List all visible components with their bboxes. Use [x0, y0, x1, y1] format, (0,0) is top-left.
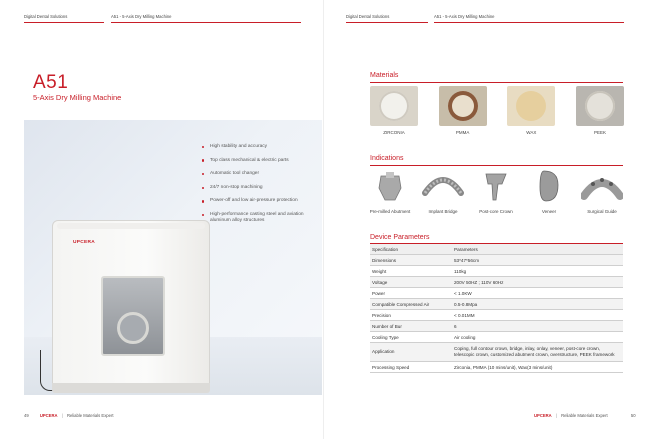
header-divider	[346, 22, 428, 23]
header-section-label: Digital Dental Solutions	[346, 14, 390, 19]
feature-item: 24/7 non-stop machining	[202, 185, 320, 191]
peek-disc-image	[576, 86, 624, 126]
material-card	[439, 86, 487, 135]
table-row	[370, 299, 623, 310]
indication-label: Post-core Crown	[479, 209, 513, 214]
materials-heading: Materials	[370, 72, 399, 79]
zirconia-disc-image	[370, 86, 418, 126]
material-disc	[585, 91, 615, 121]
header-product-label: A51 - 5-Axis Dry Milling Machine	[111, 14, 172, 19]
header-section-label: Digital Dental Solutions	[24, 14, 68, 19]
implant-bridge-image	[417, 168, 469, 204]
table-cell: Compatible Compressed Air	[370, 299, 452, 310]
product-hero-image	[24, 120, 322, 395]
table-cell: Coping, full contour crown, bridge, inlay, onlay, veneer, post-core crown, telescopic crown, customized abutment crown, overstructure, PEEK framework	[452, 343, 623, 362]
feature-item: Power-off and low air-pressure protection	[202, 198, 320, 204]
header-divider	[111, 22, 301, 23]
table-cell: Zirconia, PMMA (10 mins/unit), Wax(3 mins/unit)	[452, 362, 623, 373]
wax-disc-image	[507, 86, 555, 126]
feature-item: High stability and accuracy	[202, 144, 320, 150]
table-cell: Specification	[370, 244, 452, 255]
footer-tagline: Reliable Materials Expert	[561, 413, 608, 418]
table-cell: 53*47*56cm	[452, 255, 623, 266]
header-divider	[24, 22, 104, 23]
milling-disc	[117, 312, 149, 344]
materials-row	[370, 86, 624, 135]
header-divider	[434, 22, 624, 23]
table-row	[370, 343, 623, 362]
feature-list	[202, 144, 320, 232]
table-cell: < 0.01MM	[452, 310, 623, 321]
indication-label: Veneer	[541, 209, 557, 214]
table-cell: Air cooling	[452, 332, 623, 343]
table-row	[370, 266, 623, 277]
table-row	[370, 332, 623, 343]
footer-brand: UPCERA	[39, 413, 58, 418]
material-disc	[516, 91, 546, 121]
right-page	[324, 0, 647, 439]
table-cell: 0.5-0.8Mpa	[452, 299, 623, 310]
table-cell: Parameters	[452, 244, 623, 255]
table-cell: Processing Speed	[370, 362, 452, 373]
machine-base	[52, 383, 210, 393]
table-row	[370, 362, 623, 373]
table-cell: 110kg	[452, 266, 623, 277]
feature-item: Automatic tool changer	[202, 171, 320, 177]
indication-card	[470, 168, 522, 214]
indication-card	[364, 168, 416, 214]
material-card	[370, 86, 418, 135]
table-cell: 6	[452, 321, 623, 332]
material-disc	[379, 91, 409, 121]
machine-top	[57, 223, 205, 229]
veneer-image	[523, 168, 575, 204]
indications-heading: Indications	[370, 155, 404, 162]
table-row	[370, 288, 623, 299]
table-cell: Weight	[370, 266, 452, 277]
table-cell: Power	[370, 288, 452, 299]
abutment-image	[364, 168, 416, 204]
page-number: 50	[630, 413, 636, 418]
indication-card	[523, 168, 575, 214]
indication-label: Implant Bridge	[428, 209, 458, 214]
pmma-disc-image	[439, 86, 487, 126]
table-cell: Cooling Type	[370, 332, 452, 343]
section-divider	[370, 165, 623, 166]
machine-logo: UPCERA	[73, 240, 96, 245]
indication-card	[417, 168, 469, 214]
product-subtitle: 5-Axis Dry Milling Machine	[33, 93, 122, 102]
table-cell: 200V 50HZ ; 110V 60Hz	[452, 277, 623, 288]
material-card	[507, 86, 555, 135]
material-label: PEEK	[593, 130, 606, 135]
milling-machine-illustration	[52, 220, 210, 395]
indication-label: Pre-milled Abutment	[369, 209, 411, 214]
page-number: 49	[24, 413, 29, 418]
table-row	[370, 310, 623, 321]
material-label: PMMA	[455, 130, 470, 135]
post-core-crown-image	[470, 168, 522, 204]
table-row	[370, 255, 623, 266]
surgical-guide-image	[576, 168, 628, 204]
table-row	[370, 321, 623, 332]
page-footer: UPCERA | Reliable Materials Expert 50	[534, 413, 636, 418]
material-label: ZIRCONIA	[383, 130, 405, 135]
parameters-table	[370, 244, 623, 373]
table-cell: Precision	[370, 310, 452, 321]
table-row	[370, 277, 623, 288]
indication-card	[576, 168, 628, 214]
table-cell: Voltage	[370, 277, 452, 288]
material-card	[576, 86, 624, 135]
table-cell: Number of Bur	[370, 321, 452, 332]
table-cell: Dimensions	[370, 255, 452, 266]
left-page	[0, 0, 323, 439]
feature-item: Top class mechanical & electric parts	[202, 158, 320, 164]
machine-window	[101, 276, 165, 356]
parameters-heading: Device Parameters	[370, 234, 430, 241]
feature-item: High-performance casting steel and aviation aluminum alloy structures	[202, 212, 320, 224]
indication-label: Surgical Guide	[587, 209, 617, 214]
material-disc	[448, 91, 478, 121]
table-cell: Application	[370, 343, 452, 362]
material-label: WAX	[526, 130, 537, 135]
section-divider	[370, 82, 623, 83]
table-header-row	[370, 244, 623, 255]
footer-brand: UPCERA	[534, 413, 552, 418]
product-title: A51	[33, 72, 69, 93]
footer-tagline: Reliable Materials Expert	[66, 413, 114, 418]
page-footer: 49 UPCERA | Reliable Materials Expert	[24, 413, 114, 418]
machine-body	[52, 220, 210, 385]
indications-row	[364, 168, 628, 214]
header-product-label: A51 - 5-Axis Dry Milling Machine	[434, 14, 495, 19]
table-cell: < 1.0KW	[452, 288, 623, 299]
